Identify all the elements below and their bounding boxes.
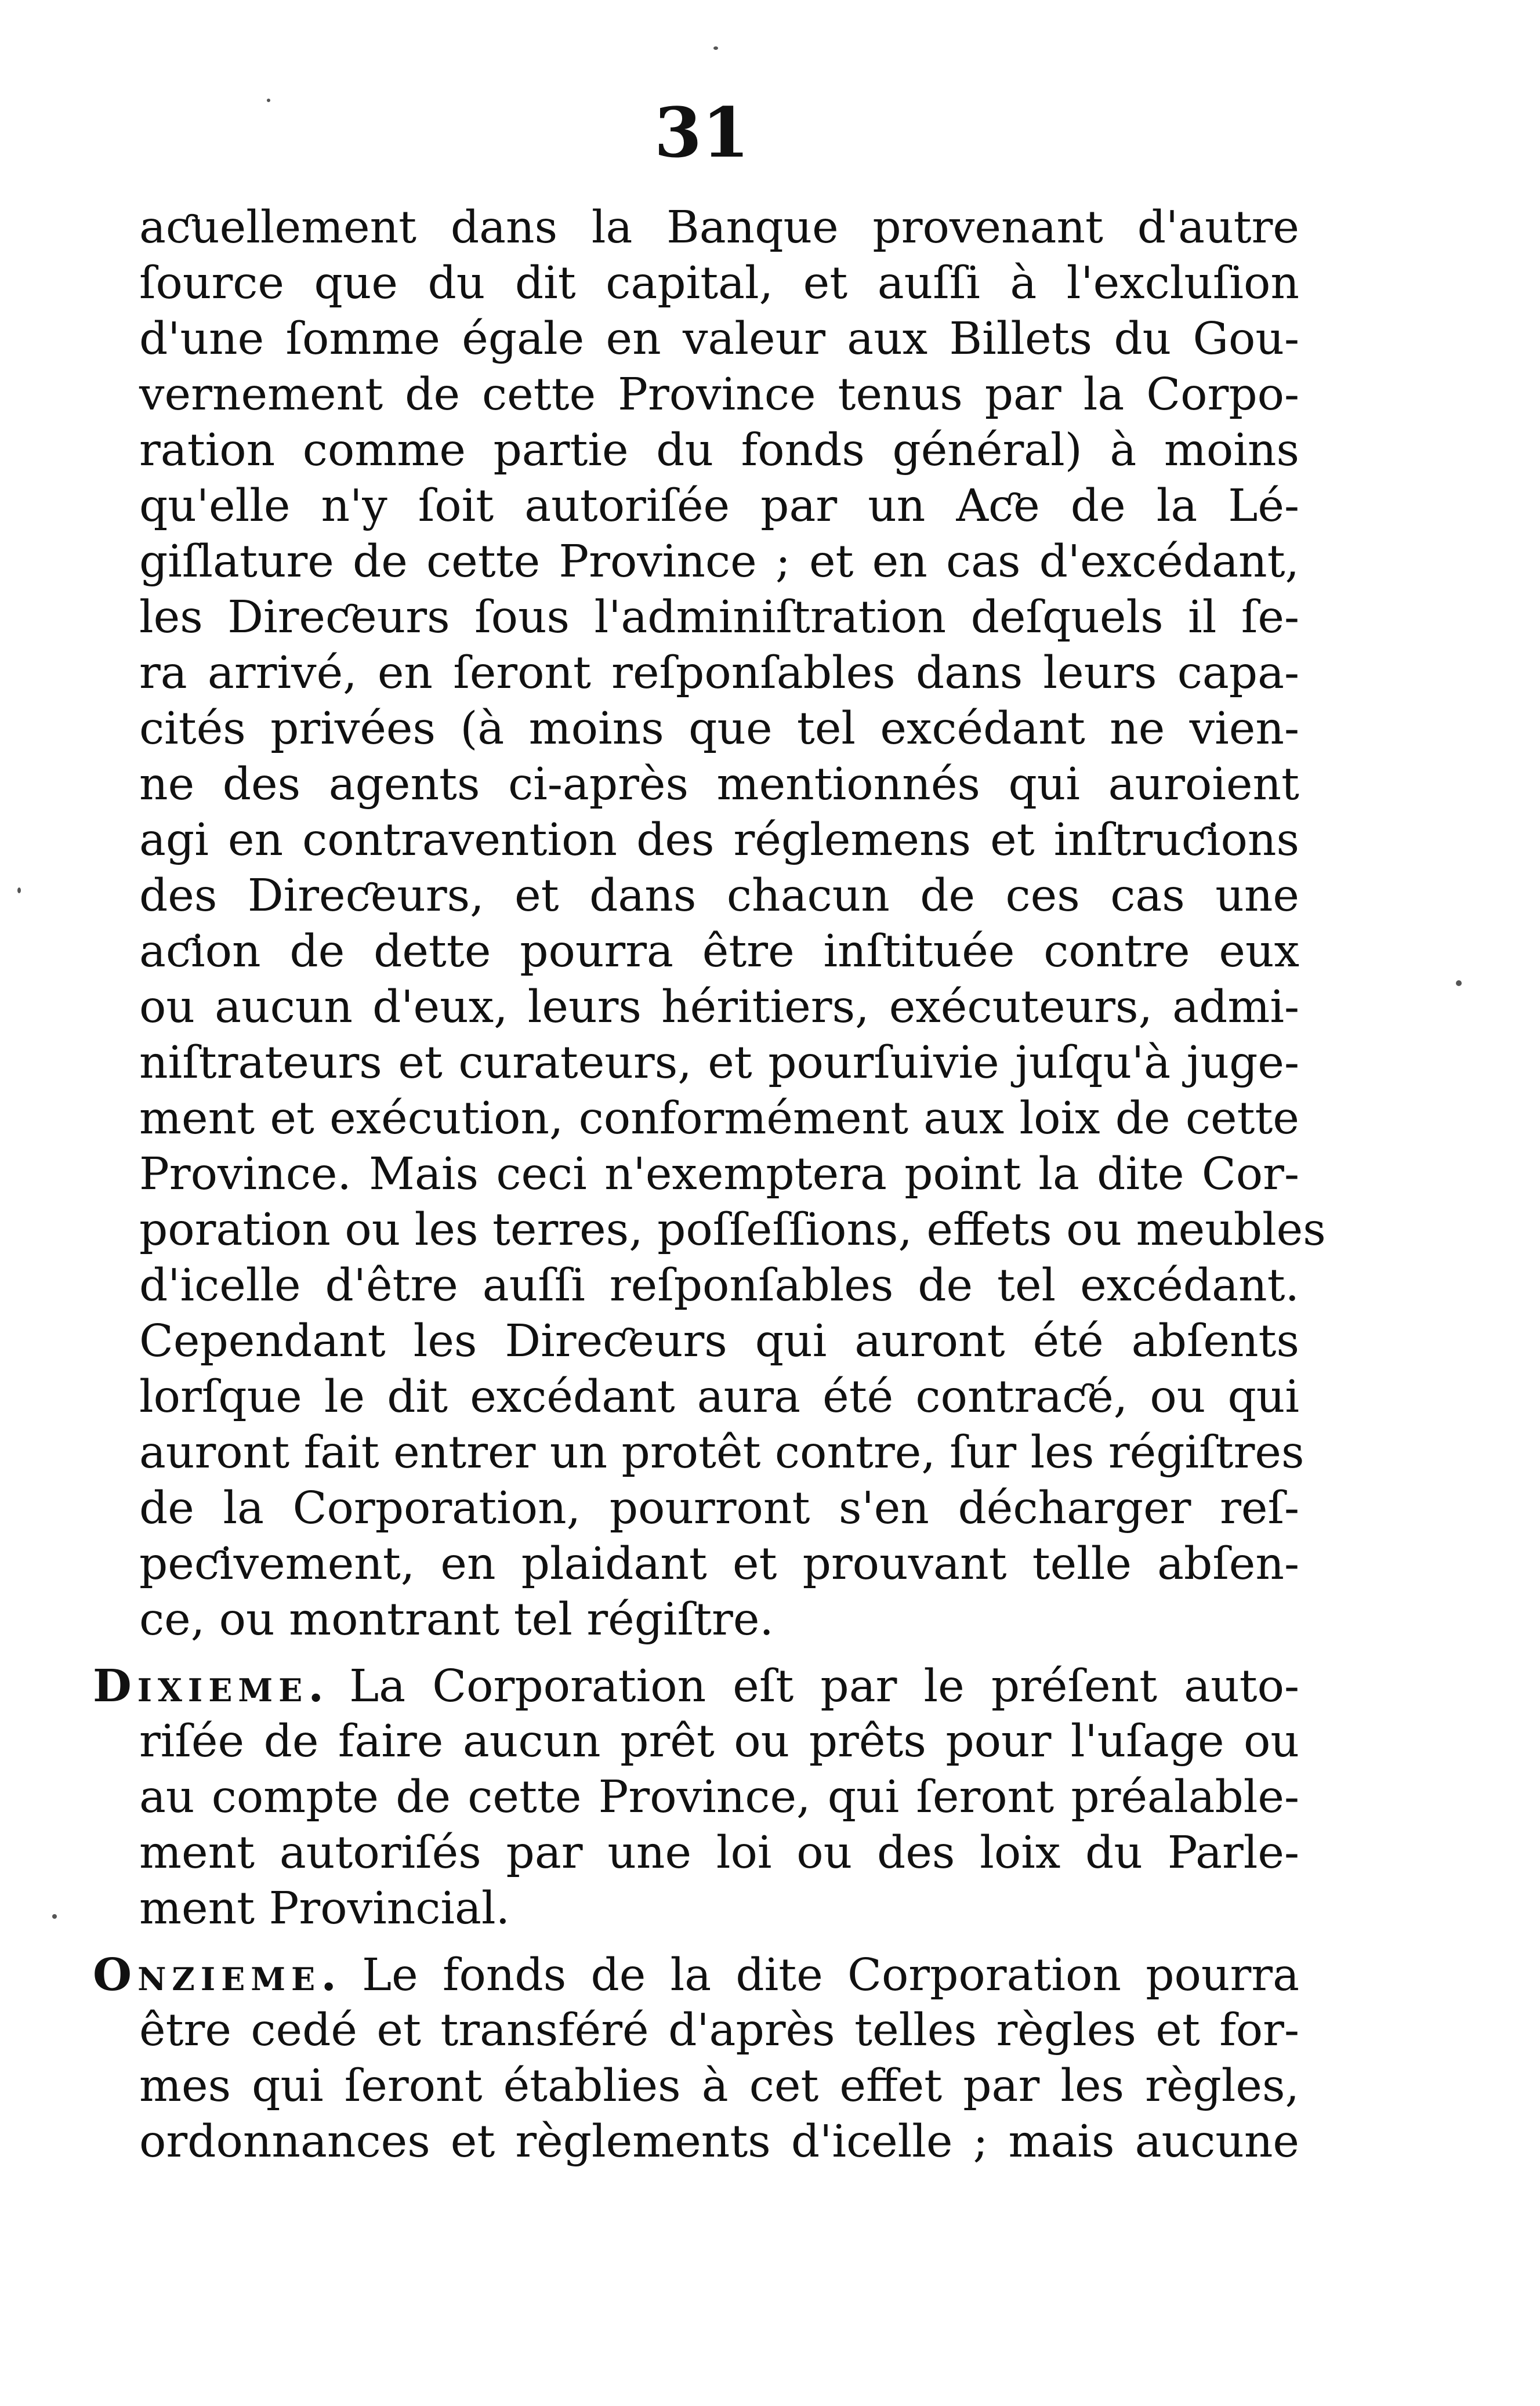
text-line: aƈuellement dans la Banque provenant d'autre — [139, 202, 1299, 253]
text-line: vernement de cette Province tenus par la Corpo- — [139, 369, 1299, 421]
print-speck — [713, 46, 718, 50]
text-line: mes qui ſeront établies à cet effet par les règles, — [139, 2060, 1299, 2112]
text-line: au compte de cette Province, qui ſeront préalable- — [139, 1771, 1299, 1823]
text-line: poration ou les terres, poſſeſſions, effets ou meubles — [139, 1204, 1326, 1256]
text-line: des Direƈeurs, et dans chacun de ces cas une — [139, 870, 1299, 922]
article-onzieme — [93, 1947, 1299, 2170]
article-dixieme — [93, 1658, 1299, 1937]
text-line: ra arrivé, en ſeront reſponſables dans leurs capa- — [139, 647, 1299, 699]
text-line: peƈivement, en plaidant et prouvant telle abſen- — [139, 1538, 1299, 1590]
print-speck — [1456, 980, 1462, 986]
text-line: La Corporation eſt par le préſent auto- — [349, 1661, 1299, 1712]
article-heading: Onzieme. — [93, 1949, 343, 2001]
text-line: lorſque le dit excédant aura été contraƈé, ou qui — [139, 1371, 1299, 1423]
article-first-line — [93, 1947, 1299, 2003]
text-line: niſtrateurs et curateurs, et pourſuivie juſqu'à juge- — [139, 1037, 1299, 1089]
print-speck — [52, 1914, 57, 1919]
text-line: riſée de faire aucun prêt ou prêts pour l'uſage ou — [139, 1716, 1299, 1767]
print-speck — [267, 99, 270, 102]
text-line: ſource que du dit capital, et auſſi à l'excluſion — [139, 258, 1299, 309]
text-line: d'icelle d'être auſſi reſponſables de tel excédant. — [139, 1260, 1299, 1311]
paragraph-gap — [139, 1648, 1299, 1658]
text-line: auront fait entrer un protêt contre, ſur les régiſtres — [139, 1427, 1305, 1479]
text-line: qu'elle n'y ſoit autoriſée par un Aƈe de la Lé- — [139, 480, 1299, 532]
text-line: Cependant les Direƈeurs qui auront été abſents — [139, 1316, 1299, 1367]
article-heading: Dixieme. — [93, 1660, 330, 1712]
text-line: Le fonds de la dite Corporation pourra — [362, 1950, 1299, 2001]
text-line: ordonnances et règlements d'icelle ; mais aucune — [139, 2116, 1299, 2168]
text-line: d'une ſomme égale en valeur aux Billets du Gou- — [139, 313, 1299, 365]
paragraph-continued — [139, 200, 1326, 1648]
text-line: ou aucun d'eux, leurs héritiers, exécuteurs, admi- — [139, 981, 1299, 1033]
page-number: 31 — [654, 92, 750, 173]
text-line: ment Provincial. — [139, 1883, 510, 1934]
text-line: ne des agents ci-après mentionnés qui auroient — [139, 759, 1299, 810]
text-line: ment autoriſés par une loi ou des loix du Parle- — [139, 1827, 1299, 1879]
text-line: Province. Mais ceci n'exemptera point la dite Cor- — [139, 1148, 1299, 1200]
text-line: de la Corporation, pourront s'en décharger reſ- — [139, 1483, 1299, 1534]
article-first-line — [93, 1658, 1299, 1714]
text-line: ment et exécution, conformément aux loix de cette — [139, 1093, 1299, 1144]
text-line: ration comme partie du fonds général) à moins — [139, 425, 1299, 476]
text-line: aƈion de dette pourra être inſtituée contre eux — [139, 926, 1299, 977]
text-line: giſlature de cette Province ; et en cas d'excédant, — [139, 536, 1299, 588]
body-text — [93, 200, 1326, 2170]
text-line: les Direƈeurs ſous l'adminiſtration deſquels il ſe- — [139, 592, 1299, 643]
text-line: ce, ou montrant tel régiſtre. — [139, 1594, 774, 1646]
text-line: être cedé et transféré d'après telles règles et for- — [139, 2005, 1299, 2056]
paragraph-gap — [139, 1937, 1299, 1947]
print-speck — [17, 887, 21, 893]
text-line: agi en contravention des réglemens et inſtruƈions — [139, 814, 1299, 866]
text-line: cités privées (à moins que tel excédant ne vien- — [139, 703, 1299, 755]
